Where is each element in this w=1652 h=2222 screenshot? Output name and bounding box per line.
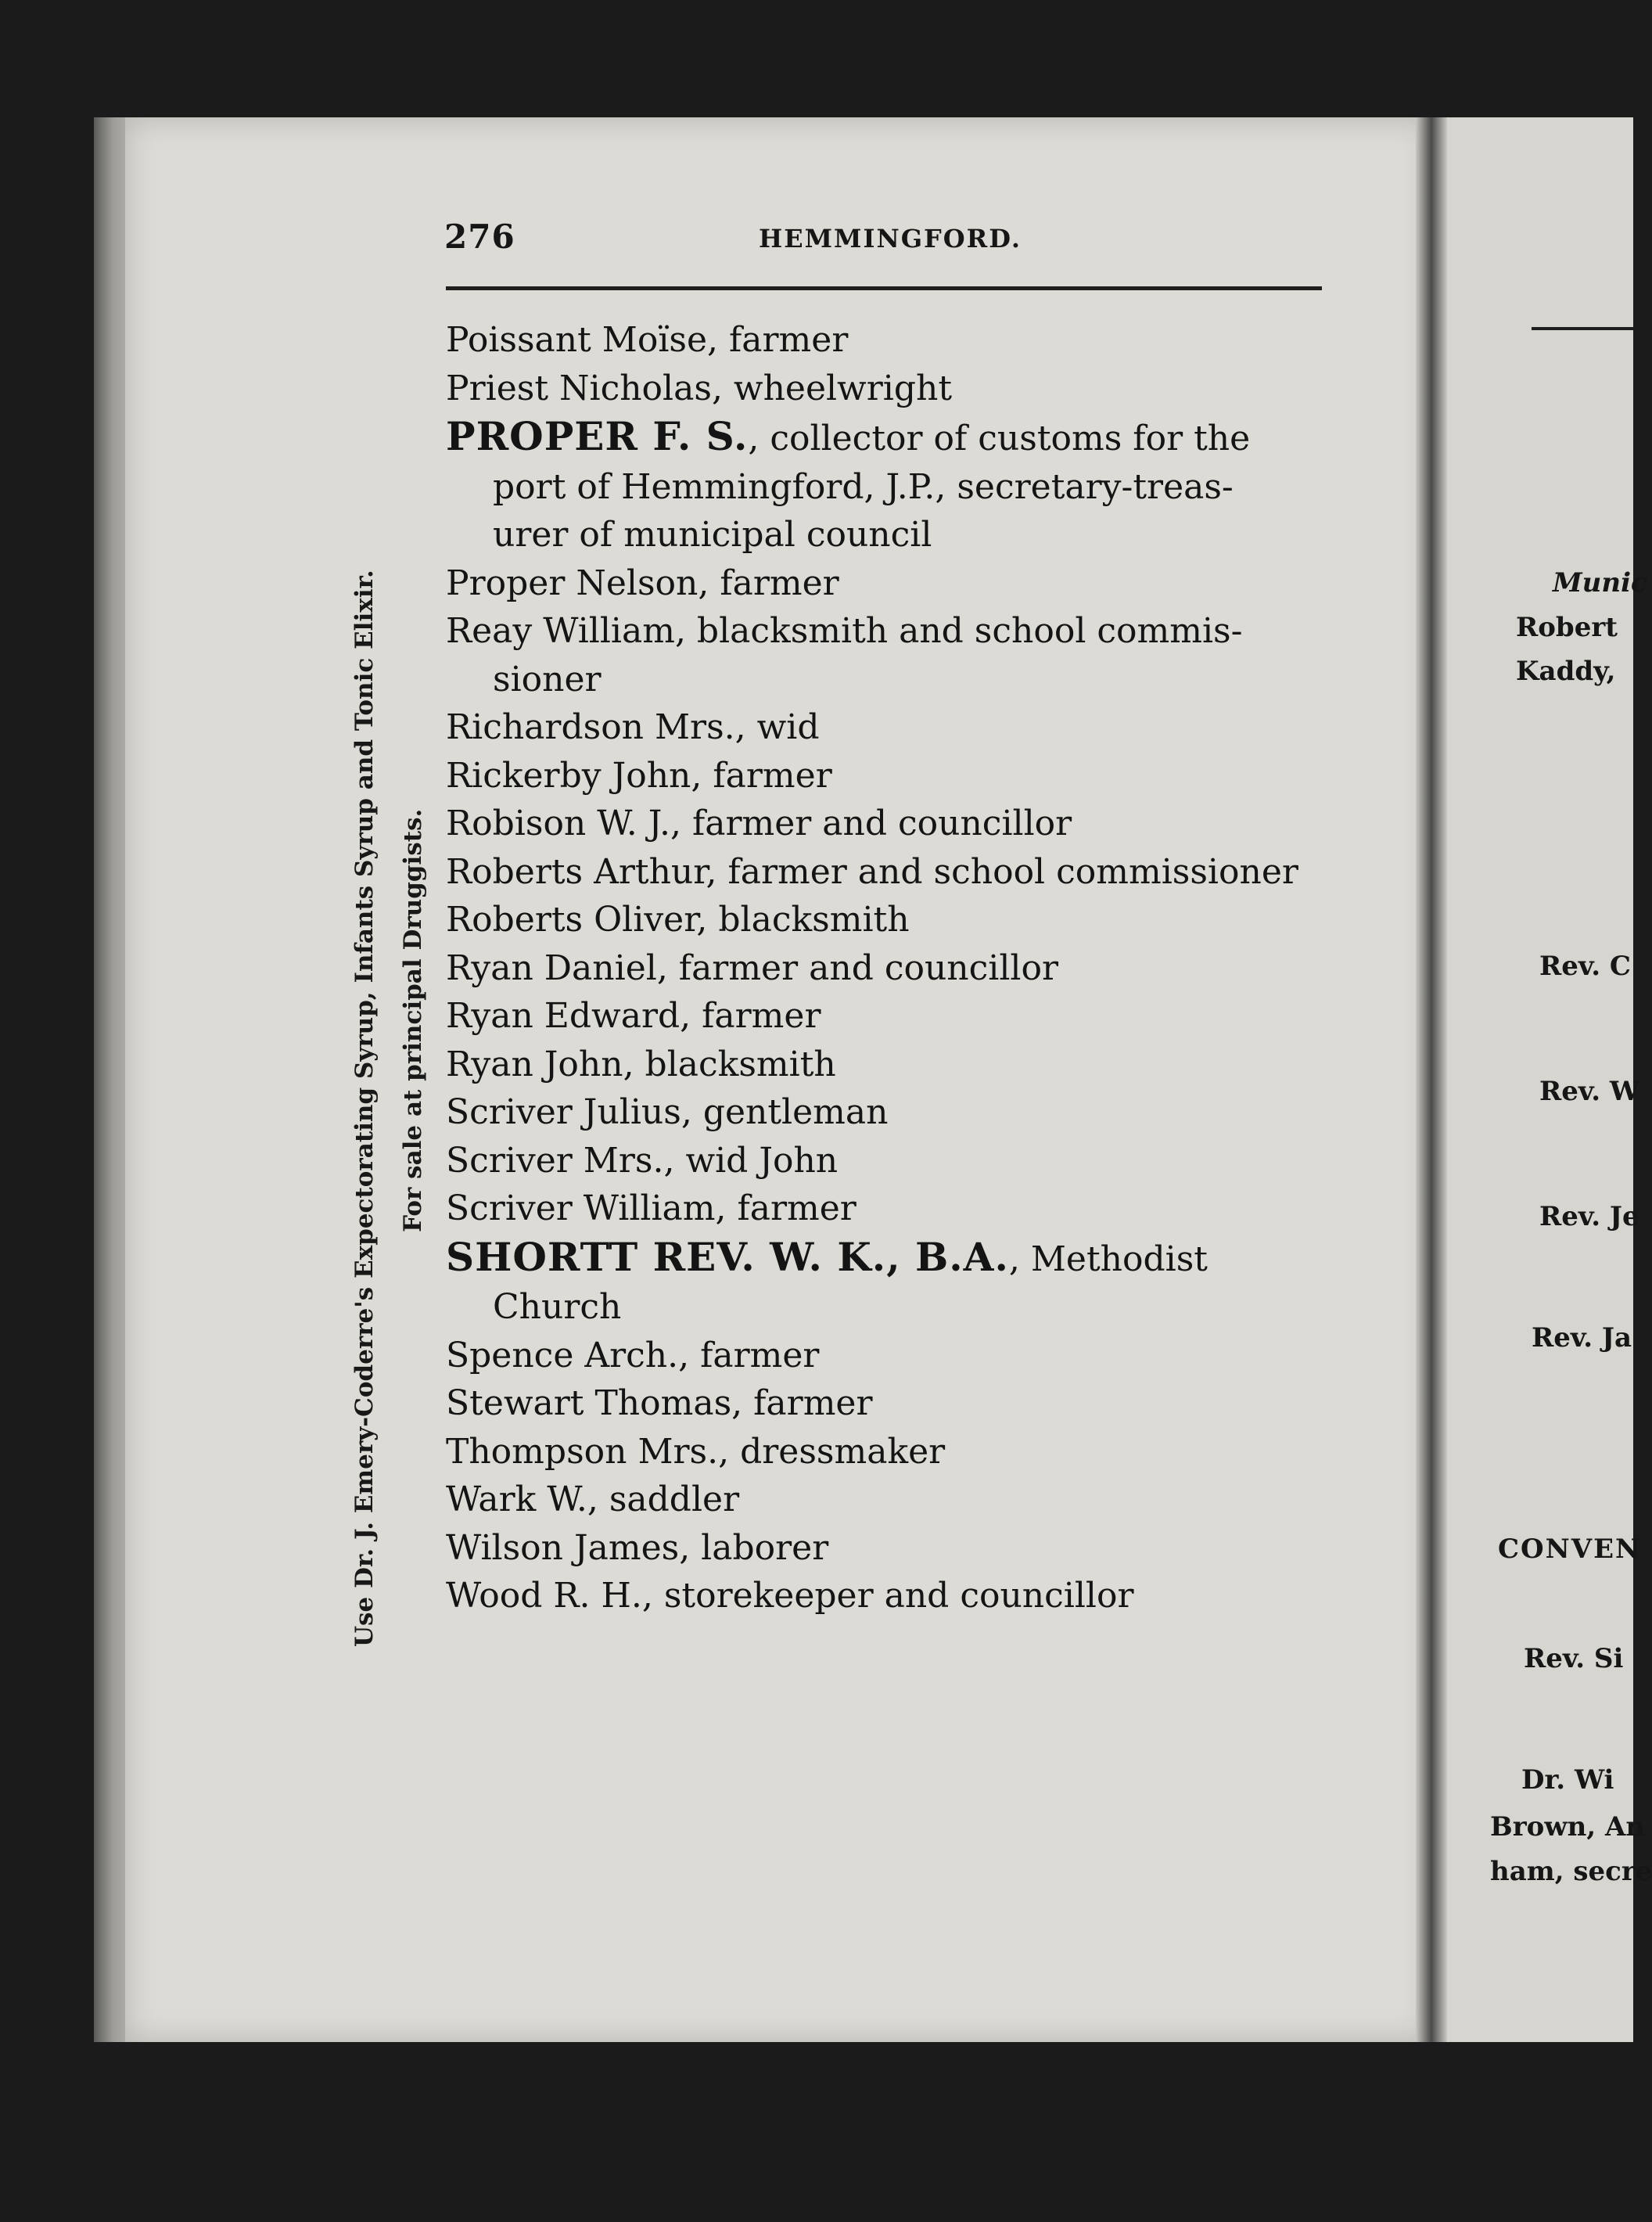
right-page-heading-conven: CONVEN bbox=[1498, 1533, 1642, 1565]
entry-continuation: Church bbox=[493, 1287, 622, 1327]
entry-name: Wark W. bbox=[446, 1480, 587, 1519]
entry-name: Robison W. J. bbox=[446, 804, 670, 843]
entry-desc: , laborer bbox=[679, 1527, 829, 1568]
entry-desc: , saddler bbox=[587, 1480, 740, 1519]
right-page-line: Brown, An bbox=[1490, 1811, 1646, 1843]
entry-desc: , blacksmith and school commis- bbox=[674, 611, 1243, 651]
right-page-line: ham, secre bbox=[1490, 1856, 1652, 1887]
entry-desc: , farmer bbox=[731, 1383, 873, 1423]
entry-desc: , gentleman bbox=[681, 1092, 889, 1132]
advertisement-sidebar-line2: For sale at principal Druggists. bbox=[399, 808, 427, 1232]
directory-entry bbox=[446, 944, 1338, 993]
entry-name: Ryan Daniel bbox=[446, 947, 657, 988]
directory-entry bbox=[446, 1137, 1338, 1185]
entry-desc: , collector of customs for the bbox=[748, 419, 1251, 458]
directory-entry bbox=[446, 992, 1338, 1041]
directory-entry bbox=[446, 412, 1338, 559]
entry-desc: , wid John bbox=[663, 1140, 839, 1181]
entry-desc: , farmer and councillor bbox=[670, 804, 1072, 843]
entry-continuation: sioner bbox=[493, 659, 602, 699]
page-number: 276 bbox=[444, 218, 515, 256]
entry-name: Poissant Moïse bbox=[446, 320, 708, 360]
directory-entry bbox=[446, 896, 1338, 944]
directory-entry bbox=[446, 1185, 1338, 1233]
right-page-line: Rev. W bbox=[1539, 1076, 1640, 1107]
book-gutter bbox=[1416, 117, 1447, 2042]
entry-desc: , farmer bbox=[707, 320, 849, 360]
directory-entry bbox=[446, 559, 1338, 608]
entry-desc: , blacksmith bbox=[623, 1044, 836, 1084]
entry-desc: , farmer bbox=[680, 996, 821, 1036]
entry-name: Wood R. H. bbox=[446, 1576, 642, 1616]
directory-entry bbox=[446, 800, 1338, 848]
directory-entry bbox=[446, 1088, 1338, 1137]
entry-name: PROPER F. S. bbox=[446, 413, 749, 459]
entry-desc: , dressmaker bbox=[718, 1431, 946, 1472]
right-page-line: Robert bbox=[1516, 612, 1618, 643]
entry-continuation: port of Hemmingford, J.P., secretary-treas- bbox=[493, 466, 1234, 507]
directory-entry bbox=[446, 365, 1338, 413]
directory-entry bbox=[446, 752, 1338, 800]
entry-name: Wilson James bbox=[446, 1527, 680, 1568]
entry-name: Roberts Arthur bbox=[446, 851, 706, 892]
entry-name: SHORTT REV. W. K., B.A. bbox=[446, 1233, 1009, 1280]
entry-desc: , farmer bbox=[715, 1188, 857, 1228]
right-page-rule bbox=[1532, 327, 1633, 330]
entry-name: Rickerby John bbox=[446, 755, 691, 796]
directory-entry bbox=[446, 607, 1338, 703]
directory-entry bbox=[446, 848, 1338, 897]
entry-name: Scriver Mrs. bbox=[446, 1140, 664, 1181]
entry-name: Stewart Thomas bbox=[446, 1383, 732, 1423]
entry-desc: , farmer and councillor bbox=[656, 947, 1059, 988]
entry-name: Reay William bbox=[446, 611, 675, 651]
entry-desc: , farmer bbox=[678, 1335, 820, 1375]
directory-entry bbox=[446, 1379, 1338, 1428]
entry-desc: , storekeeper and councillor bbox=[641, 1576, 1134, 1616]
right-page-line: Rev. C bbox=[1539, 951, 1631, 982]
header-rule bbox=[446, 286, 1322, 290]
directory-entry bbox=[446, 1476, 1338, 1524]
entry-name: Thompson Mrs. bbox=[446, 1431, 719, 1472]
right-page-line: Kaddy, bbox=[1516, 656, 1616, 687]
directory-entry bbox=[446, 1524, 1338, 1573]
right-page-line: Rev. Je bbox=[1539, 1201, 1639, 1232]
directory-entry bbox=[446, 1233, 1338, 1332]
right-page-line: Rev. Si bbox=[1524, 1643, 1624, 1674]
entry-name: Ryan John bbox=[446, 1044, 623, 1084]
entry-desc: , Methodist bbox=[1008, 1239, 1208, 1279]
entry-desc: , wid bbox=[734, 707, 820, 747]
directory-entry bbox=[446, 1428, 1338, 1476]
right-page-heading-munic: Munic bbox=[1553, 567, 1647, 599]
directory-entries bbox=[446, 316, 1338, 1620]
entry-desc: , farmer bbox=[698, 563, 839, 603]
entry-continuation: urer of municipal council bbox=[493, 515, 932, 555]
entry-desc: , farmer and school commissioner bbox=[706, 851, 1298, 892]
directory-entry bbox=[446, 1332, 1338, 1380]
directory-entry bbox=[446, 316, 1338, 365]
directory-entry bbox=[446, 703, 1338, 752]
entry-name: Richardson Mrs. bbox=[446, 707, 735, 747]
right-page-line: Dr. Wi bbox=[1521, 1764, 1614, 1796]
directory-entry bbox=[446, 1572, 1338, 1620]
entry-name: Scriver William bbox=[446, 1188, 716, 1228]
entry-name: Priest Nicholas bbox=[446, 368, 712, 408]
entry-name: Ryan Edward bbox=[446, 996, 681, 1036]
entry-name: Scriver Julius bbox=[446, 1092, 681, 1132]
entry-name: Spence Arch. bbox=[446, 1335, 679, 1375]
right-page-line: Rev. Ja bbox=[1532, 1322, 1632, 1354]
entry-desc: , farmer bbox=[691, 755, 832, 796]
entry-desc: , blacksmith bbox=[696, 900, 910, 940]
advertisement-sidebar-line1: Use Dr. J. Emery-Coderre's Expectorating Syrup, Infants Syrup and Tonic Elixir. bbox=[350, 570, 379, 1647]
entry-desc: , wheelwright bbox=[711, 368, 953, 408]
page-title: HEMMINGFORD. bbox=[759, 224, 1022, 253]
entry-name: Roberts Oliver bbox=[446, 900, 697, 940]
entry-name: Proper Nelson bbox=[446, 563, 699, 603]
directory-entry bbox=[446, 1041, 1338, 1089]
